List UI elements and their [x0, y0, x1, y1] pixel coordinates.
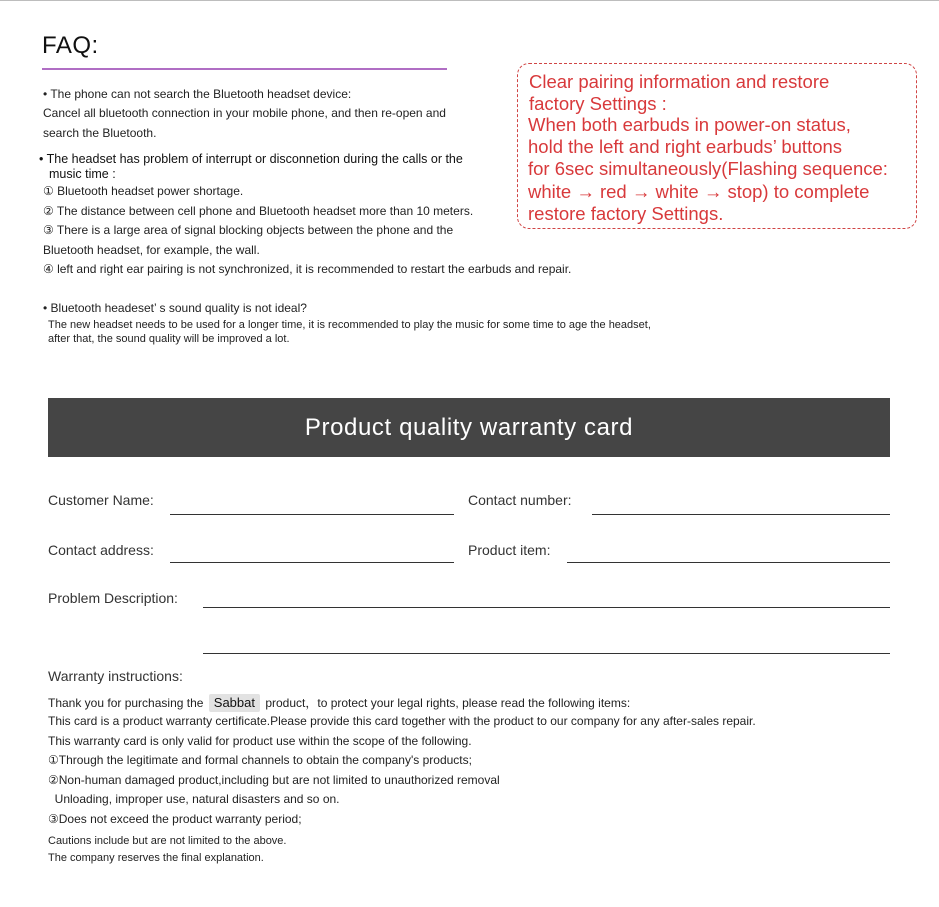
- callout-line-2: factory Settings :: [529, 93, 667, 114]
- problem-description-field-line-2[interactable]: [203, 653, 890, 654]
- callout-line-4: hold the left and right earbuds’ buttons: [528, 136, 843, 157]
- problem-description-label: Problem Description:: [48, 590, 178, 606]
- warranty-intro-line: [48, 694, 630, 712]
- faq-underline: [42, 68, 447, 70]
- warranty-card-banner: [48, 398, 890, 457]
- callout-line-1: Clear pairing information and restore: [529, 71, 830, 92]
- warranty-intro-before: Thank you for purchasing the: [48, 696, 204, 710]
- product-item-field[interactable]: [567, 562, 890, 563]
- faq-question-3: • Bluetooth headeset’ s sound quality is not ideal?: [43, 301, 307, 315]
- callout-line-5: for 6sec simultaneously(Flashing sequence:: [528, 158, 888, 179]
- top-border: [0, 0, 939, 1]
- warranty-line-2: This warranty card is only valid for product use within the scope of the following.: [48, 734, 472, 748]
- faq-question-2-line-2: music time :: [49, 167, 116, 181]
- warranty-line-4: ②Non-human damaged product,including but are not limited to unauthorized removal: [48, 773, 500, 787]
- faq-item-2: ② The distance between cell phone and Bluetooth headset more than 10 meters.: [43, 204, 474, 218]
- warranty-instructions-title: Warranty instructions:: [48, 668, 183, 684]
- callout-line-3: When both earbuds in power-on status,: [528, 114, 851, 135]
- contact-address-label: Contact address:: [48, 542, 154, 558]
- faq-question-2-line-1: • The headset has problem of interrupt or disconnetion during the calls or the: [39, 152, 463, 166]
- faq-title: FAQ:: [42, 32, 99, 59]
- faq-item-3: ③ There is a large area of signal blocking objects between the phone and the: [43, 223, 454, 237]
- warranty-intro-after: product，to protect your legal rights, please read the following items:: [265, 696, 631, 710]
- warranty-final-explanation: The company reserves the final explanation.: [48, 852, 264, 864]
- warranty-line-3: ①Through the legitimate and formal channels to obtain the company's products;: [48, 753, 472, 767]
- customer-name-field[interactable]: [170, 514, 454, 515]
- warranty-card-title: Product quality warranty card: [304, 413, 634, 441]
- faq-question-1: • The phone can not search the Bluetooth headset device:: [43, 87, 352, 101]
- problem-description-field-line-1[interactable]: [203, 607, 890, 608]
- contact-number-field[interactable]: [592, 514, 890, 515]
- contact-number-label: Contact number:: [468, 492, 572, 508]
- callout-line-6: white → red → white → stop) to complete: [528, 181, 870, 202]
- faq-item-3-cont: Bluetooth headset, for example, the wall.: [43, 243, 260, 257]
- warranty-line-1: This card is a product warranty certificate.Please provide this card together with the product to our company for any after-sales repair.: [48, 714, 756, 728]
- faq-answer-1-line-2: search the Bluetooth.: [43, 126, 157, 140]
- contact-address-field[interactable]: [170, 562, 454, 563]
- callout-line-7: restore factory Settings.: [528, 203, 724, 224]
- warranty-line-6: ③Does not exceed the product warranty period;: [48, 812, 302, 826]
- brand-name: Sabbat: [209, 694, 260, 712]
- faq-item-4: ④ left and right ear pairing is not synchronized, it is recommended to restart the earbuds and repair.: [43, 262, 572, 276]
- faq-answer-3-line-1: The new headset needs to be used for a longer time, it is recommended to play the music for some time to age the headset,: [48, 319, 651, 331]
- warranty-cautions: Cautions include but are not limited to the above.: [48, 835, 287, 847]
- product-item-label: Product item:: [468, 542, 551, 558]
- faq-answer-3-line-2: after that, the sound quality will be improved a lot.: [48, 333, 290, 345]
- warranty-line-5: Unloading, improper use, natural disasters and so on.: [48, 792, 340, 806]
- customer-name-label: Customer Name:: [48, 492, 154, 508]
- faq-item-1: ① Bluetooth headset power shortage.: [43, 184, 244, 198]
- faq-answer-1-line-1: Cancel all bluetooth connection in your mobile phone, and then re-open and: [43, 106, 446, 120]
